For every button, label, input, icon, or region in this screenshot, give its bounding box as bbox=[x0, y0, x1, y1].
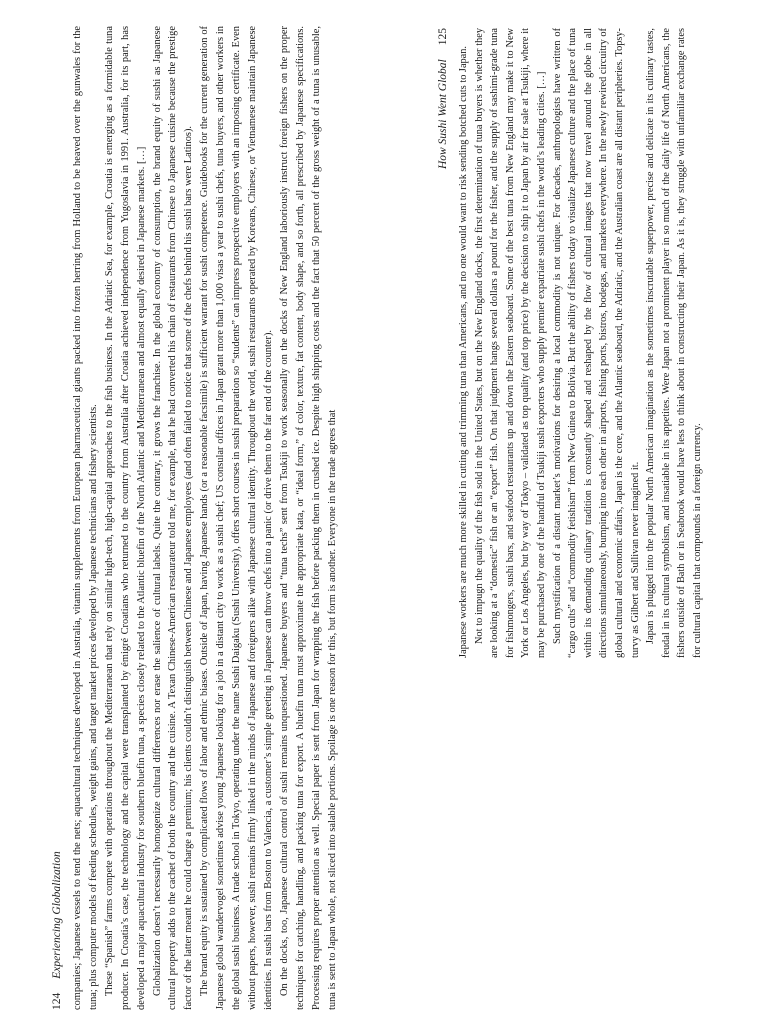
paragraph: On the docks, too, Japanese cultural control of sushi remains unquestioned. Japanese buyers and “tuna techs” sent from Tsukiji to work seasonally on the docks of New England laboriously instruct foreign fishers on the proper techniques for catching, handling, and packing tuna for export. A bluefin tuna must approximate the appropriate kata, or “ideal form,” of color, texture, fat content, body shape, and so forth, all prescribed by Japanese specifications. Processing requires proper attention as well. Special paper is sent from Japan for wrapping the fish before packing them in crushed ice. Despite high shipping costs and the fact that 50 percent of the gross weight of a tuna is unusable, tuna is sent to Japan whole, not sliced into salable portions. Spoilage is one reason for this, but form is another. Everyone in the trade agrees that bbox=[278, 26, 338, 1010]
paragraph: These “Spanish” farms compete with operations throughout the Mediterranean that rely on similar high-tech, high-capital approaches to the fish business. In the Adriatic Sea, for example, Croatia is emerging as a formidable tuna producer. In Croatia’s case, the technology and the capital were transplanted by émigré Croatians who returned to the country from Australia after Croatia achieved independence from Yugoslavia in 1991. Australia, for its part, has developed a major aquacultural industry for southern bluefin tuna, a species closely related to the Atlantic bluefin of the North Atlantic and Mediterranean and almost equally desired in Japanese markets. […] bbox=[103, 26, 147, 1010]
left-page bbox=[48, 26, 376, 1010]
right-page-number: 125 bbox=[437, 28, 449, 46]
paragraph: Globalization doesn’t necessarily homogenize cultural differences nor erase the salience of cultural labels. Quite the contrary, it grows the franchise. In the global economy of consumption, the brand equity of sushi as Japanese cultural property adds to the cachet of both the country and the cuisine. A Texan Chinese-American restaurateur told me, for example, that he had converted his chain of restaurants from Chinese to Japanese cuisine because the prestige factor of the latter meant he could charge a premium; his clients couldn’t distinguish between Chinese and Japanese employees (and often failed to notice that some of the chefs behind his sushi bars were Latinos). bbox=[151, 26, 195, 1010]
paragraph: companies; Japanese vessels to tend the nets; aquacultural techniques developed in Australia, vitamin supplements from European pharmaceutical giants packed into frozen herring from Holland to be heaved over the gunwales for the tuna; plus computer models of feeding schedules, weight gains, and target market prices developed by Japanese technicians and fishery scientists. bbox=[72, 26, 99, 1010]
paragraph: Japanese workers are much more skilled in cutting and trimming tuna than Americans, and no one would want to risk sending botched cuts to Japan. bbox=[458, 46, 469, 658]
right-running-title: How Sushi Went Global bbox=[437, 59, 449, 170]
left-page-number: 124 bbox=[51, 992, 63, 1010]
paragraph: The brand equity is sustained by complicated flows of labor and ethnic biases. Outside of Japan, having Japanese hands (or a reasonable facsimile) is sufficient warrant for sushi competence. Guidebooks for the current generation of Japanese global wandervogel sometimes advise young Japanese looking for a job in a distant city to work as a sushi chef; US consular offices in Japan grant more than 1,000 visas a year to sushi chefs, tuna buyers, and other workers in the global sushi business. A trade school in Tokyo, operating under the name Sushi Daigaku (Sushi University), offers short courses in sushi preparation so “students” can impress prospective employers with an imposing certificate. Even without papers, however, sushi remains firmly linked in the minds of Japanese and foreigners alike with Japanese cultural identity. Throughout the world, sushi restaurants operated by Koreans, Chinese, or Vietnamese maintain Japanese identities. In sushi bars from Boston to Valencia, a customer’s simple greeting in Japanese can throw chefs into a panic (or drive them to the far end of the counter). bbox=[199, 26, 274, 1010]
right-running-head bbox=[434, 28, 452, 658]
right-page bbox=[434, 28, 752, 658]
paragraph: Such mystification of a distant market’s motivations for desiring a local commodity is not unique. For decades, anthropologists have written of “cargo cults” and “commodity fetishism” from New Guinea to Bolivia. But the ability of fishers today to visualize Japanese culture and the place of tuna within its demanding culinary tradition is constantly shaped and reshaped by the flow of cultural images that now travel around the globe in all directions simultaneously, bumping into each other in airports, fishing ports, bistros, bodegas, and markets everywhere. In the newly rewired circuitry of global cultural and economic affairs, Japan is the core, and the Atlantic seaboard, the Adriatic, and the Australian coast are all distant peripheries. Topsy-turvy as Gilbert and Sullivan never imagined it. bbox=[551, 28, 641, 658]
right-body-text bbox=[456, 28, 706, 658]
paragraph: Japan is plugged into the popular North American imagination as the sometimes inscrutable superpower, precise and delicate in its culinary tastes, feudal in its cultural symbolism, and insatiable in its appetites. Were Japan not a prominent player in so much of the daily life of North Americans, the fishers outside of Bath or in Seabrook would have less to think about in constructing their Japan. As it is, they struggle with unfamiliar exchange rates for cultural capital that compounds in a foreign currency. bbox=[645, 28, 703, 658]
left-running-title: Experiencing Globalization bbox=[51, 851, 63, 979]
left-running-head bbox=[48, 26, 66, 1010]
paragraph: Not to impugn the quality of the fish sold in the United States, but on the New England docks, the first determination of tuna buyers is whether they are looking at a “domestic” fish or an “export” fish. On that judgment hangs several dollars a pound for the fisher, and the supply of sashimi-grade tuna for fishmongers, sushi bars, and seafood restaurants up and down the Eastern seaboard. Some of the best tuna from New England may make it to New York or Los Angeles, but by way of Tokyo – validated as top quality (and top price) by the decision to ship it to Japan by air for sale at Tsukiji, where it may be purchased by one of the handful of Tsukiji sushi exporters who supply premier expatriate sushi chefs in the world’s leading cities. […] bbox=[473, 28, 547, 658]
left-body-text bbox=[70, 26, 340, 1010]
